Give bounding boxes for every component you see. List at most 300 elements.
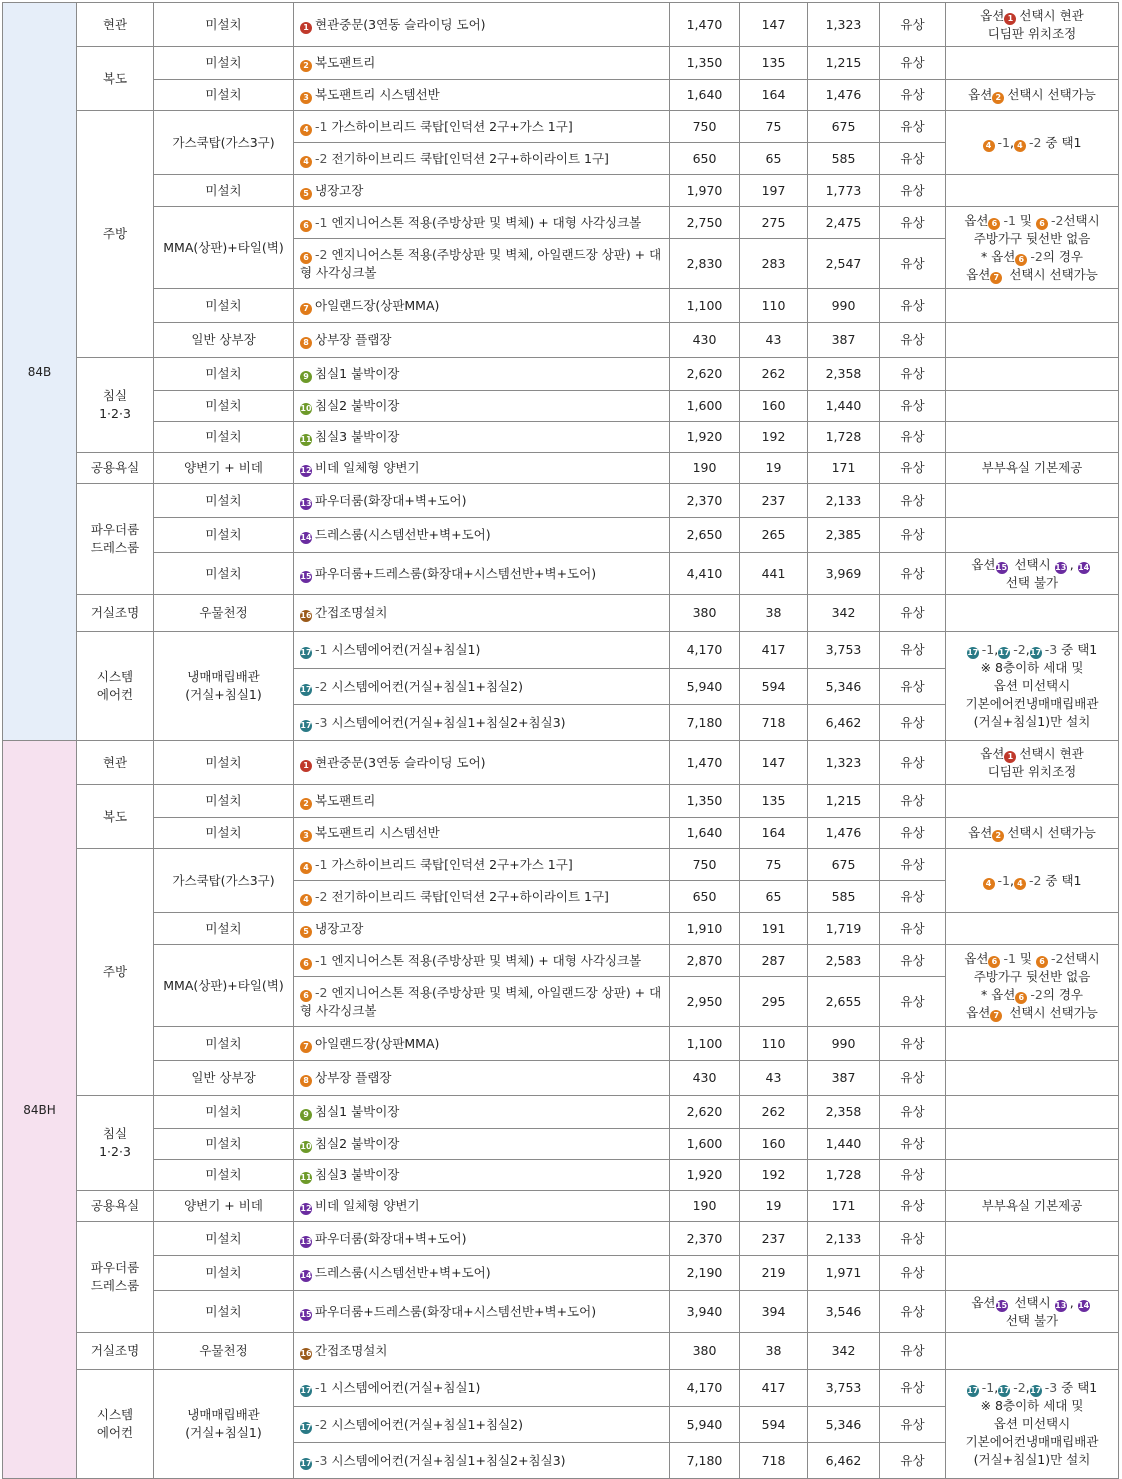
note-text: 기본에어컨냉매매립배관	[965, 696, 1099, 711]
option-number-badge: 15	[995, 1300, 1008, 1310]
option-item-cell	[294, 3, 670, 47]
note-text: 선택시	[1063, 212, 1100, 228]
option-item-name: 시스템에어컨(거실+침실1+침실2)	[331, 678, 523, 694]
supply-price-cell: 1,640	[670, 80, 740, 111]
option-number-badge: 11	[300, 435, 312, 444]
vat-cell: 192	[740, 422, 808, 453]
table-row	[3, 207, 1119, 239]
vat-cell: 265	[740, 518, 808, 553]
option-suffix: -3	[315, 714, 328, 730]
option-number-badge: 6	[1036, 218, 1048, 230]
supply-price-cell: 7,180	[670, 705, 740, 741]
option-suffix: -2	[315, 246, 328, 262]
option-number-badge: 10	[300, 404, 312, 413]
option-number-badge: 1	[1004, 13, 1016, 25]
option-item-name: 파우더룸(화장대+벽+도어)	[315, 1230, 467, 1246]
base-spec-cell: 미설치	[154, 422, 294, 453]
total-price-cell: 3,546	[808, 1291, 880, 1333]
base-spec-cell: 가스쿡탑(가스3구)	[154, 849, 294, 913]
supply-price-cell: 2,620	[670, 358, 740, 391]
vat-cell: 718	[740, 1443, 808, 1479]
option-item-name: 아일랜드장(상판MMA)	[315, 1035, 440, 1051]
space-cell: 주방	[77, 111, 154, 358]
status-cell: 유상	[880, 785, 946, 818]
option-item-cell	[294, 741, 670, 785]
option-item-name: 가스하이브리드 쿡탑[인덕션 2구+가스 1구]	[331, 118, 573, 134]
option-item-name: 시스템에어컨(거실+침실1)	[331, 1380, 481, 1395]
supply-price-cell: 2,620	[670, 1096, 740, 1129]
supply-price-cell: 750	[670, 111, 740, 143]
note-text: ,	[994, 1380, 999, 1395]
table-row	[3, 945, 1119, 977]
option-number-badge: 7	[300, 303, 312, 315]
vat-cell: 75	[740, 849, 808, 881]
vat-cell: 197	[740, 175, 808, 207]
option-item-cell	[294, 1191, 670, 1222]
note-cell	[946, 818, 1119, 849]
note-cell: 17 -1,17 -2,17 -3 중 택1 ※ 8층이하 세대 및 옵션 미선택시 기본에어컨냉매매립배관 (거실+침실1)만 설치	[946, 1370, 1119, 1479]
note-text: 옵션	[964, 950, 989, 966]
supply-price-cell: 2,750	[670, 207, 740, 239]
note-text: 선택시 현관	[1019, 745, 1084, 761]
vat-cell: 110	[740, 1027, 808, 1061]
total-price-cell: 1,476	[808, 818, 880, 849]
note-text: 옵션	[968, 825, 993, 840]
note-cell	[946, 1027, 1119, 1061]
option-item-name: 비데 일체형 양변기	[315, 1198, 420, 1213]
option-suffix: -1	[315, 952, 328, 968]
space-cell: 현관	[77, 741, 154, 785]
option-item-cell	[294, 47, 670, 80]
status-cell: 유상	[880, 111, 946, 143]
note-cell: 17 -1,17 -2,17 -3 중 택1 ※ 8층이하 세대 및 옵션 미선택시 기본에어컨냉매매립배관 (거실+침실1)만 설치	[946, 632, 1119, 741]
space-cell: 공용욕실	[77, 1191, 154, 1222]
option-item-cell	[294, 143, 670, 175]
supply-price-cell: 430	[670, 1061, 740, 1096]
table-row	[3, 484, 1119, 518]
supply-price-cell: 650	[670, 143, 740, 175]
option-item-name: 복도팬트리 시스템선반	[315, 825, 440, 840]
vat-cell: 38	[740, 1333, 808, 1370]
vat-cell: 160	[740, 391, 808, 422]
status-cell: 유상	[880, 818, 946, 849]
note-cell	[946, 553, 1119, 595]
supply-price-cell: 650	[670, 881, 740, 913]
option-item-cell	[294, 175, 670, 207]
table-row	[3, 80, 1119, 111]
note-text: ,	[1069, 1294, 1078, 1310]
note-text: 주방가구 뒷선반 없음	[973, 230, 1091, 246]
total-price-cell: 675	[808, 849, 880, 881]
option-number-badge: 4	[300, 894, 312, 906]
option-item-cell	[294, 323, 670, 358]
total-price-cell: 342	[808, 1333, 880, 1370]
note-text: 의 경우	[1042, 248, 1084, 264]
status-cell: 유상	[880, 1160, 946, 1191]
status-cell: 유상	[880, 977, 946, 1027]
option-item-name: 시스템에어컨(거실+침실1+침실2+침실3)	[331, 1452, 566, 1468]
option-number-badge: 17	[1030, 648, 1042, 657]
supply-price-cell: 1,640	[670, 818, 740, 849]
note-text: 선택시 선택가능	[1007, 87, 1096, 102]
option-item-cell	[294, 289, 670, 323]
supply-price-cell: 1,100	[670, 1027, 740, 1061]
option-suffix: -2	[315, 1416, 328, 1432]
table-row	[3, 1061, 1119, 1096]
option-item-cell	[294, 422, 670, 453]
option-number-badge: 15	[995, 562, 1008, 572]
space-cell: 시스템 에어컨	[77, 1370, 154, 1479]
option-number-badge: 13	[300, 1236, 312, 1246]
status-cell: 유상	[880, 484, 946, 518]
status-cell: 유상	[880, 1333, 946, 1370]
status-cell: 유상	[880, 80, 946, 111]
option-number-badge: 14	[1078, 1300, 1090, 1310]
option-number-badge: 14	[1078, 562, 1090, 572]
supply-price-cell: 2,650	[670, 518, 740, 553]
status-cell: 유상	[880, 1129, 946, 1160]
table-row	[3, 358, 1119, 391]
option-item-cell	[294, 1256, 670, 1291]
base-spec-cell: 미설치	[154, 1096, 294, 1129]
option-item-cell	[294, 913, 670, 945]
table-row	[3, 632, 1119, 669]
total-price-cell: 1,971	[808, 1256, 880, 1291]
option-number-badge: 6	[988, 956, 1000, 968]
total-price-cell: 171	[808, 453, 880, 484]
base-spec-cell: 양변기 + 비데	[154, 1191, 294, 1222]
note-cell	[946, 175, 1119, 207]
note-text: 옵션	[968, 87, 993, 102]
total-price-cell: 2,358	[808, 358, 880, 391]
option-number-badge: 17	[300, 1386, 312, 1395]
note-cell: 부부욕실 기본제공	[946, 453, 1119, 484]
status-cell: 유상	[880, 207, 946, 239]
vat-cell: 262	[740, 358, 808, 391]
status-cell: 유상	[880, 1061, 946, 1096]
status-cell: 유상	[880, 849, 946, 881]
note-text: ,	[1009, 872, 1014, 888]
base-spec-cell: 냉매매립배관 (거실+침실1)	[154, 632, 294, 741]
unit-type-cell: 84B	[3, 3, 77, 741]
space-cell: 침실 1·2·3	[77, 358, 154, 453]
option-item-name: 침실1 붙박이장	[315, 366, 400, 381]
total-price-cell: 387	[808, 323, 880, 358]
note-text: 선택시	[1014, 1294, 1051, 1310]
option-number-badge: 7	[300, 1041, 312, 1053]
vat-cell: 275	[740, 207, 808, 239]
option-item-name: 아일랜드장(상판MMA)	[315, 297, 440, 313]
base-spec-cell: 미설치	[154, 1222, 294, 1256]
status-cell: 유상	[880, 239, 946, 289]
table-row	[3, 453, 1119, 484]
total-price-cell: 2,655	[808, 977, 880, 1027]
total-price-cell: 1,773	[808, 175, 880, 207]
status-cell: 유상	[880, 553, 946, 595]
option-number-badge: 14	[300, 533, 312, 542]
option-item-cell	[294, 484, 670, 518]
note-text: 옵션	[971, 556, 996, 572]
option-number-badge: 2	[992, 830, 1004, 842]
note-text: 주방가구 뒷선반 없음	[973, 968, 1091, 984]
option-item-cell	[294, 1160, 670, 1191]
vat-cell: 19	[740, 453, 808, 484]
option-number-badge: 2	[300, 60, 312, 72]
option-number-badge: 6	[1015, 254, 1027, 266]
base-spec-cell: 미설치	[154, 518, 294, 553]
total-price-cell: 1,728	[808, 422, 880, 453]
vat-cell: 219	[740, 1256, 808, 1291]
table-row	[3, 1027, 1119, 1061]
option-number-badge: 10	[300, 1142, 312, 1151]
total-price-cell: 1,476	[808, 80, 880, 111]
option-item-cell	[294, 881, 670, 913]
base-spec-cell: 미설치	[154, 289, 294, 323]
note-text: 옵션	[964, 212, 989, 228]
total-price-cell: 5,346	[808, 669, 880, 705]
option-number-badge: 4	[300, 124, 312, 136]
base-spec-cell: 미설치	[154, 818, 294, 849]
total-price-cell: 1,323	[808, 741, 880, 785]
total-price-cell: 1,323	[808, 3, 880, 47]
option-item-cell	[294, 818, 670, 849]
total-price-cell: 2,583	[808, 945, 880, 977]
note-text: ※ 8층이하 세대 및	[980, 660, 1084, 675]
option-number-badge: 1	[300, 22, 312, 34]
vat-cell: 135	[740, 785, 808, 818]
vat-cell: 43	[740, 323, 808, 358]
vat-cell: 237	[740, 1222, 808, 1256]
option-number-badge: 17	[998, 648, 1010, 657]
base-spec-cell: MMA(상판)+타일(벽)	[154, 207, 294, 289]
note-cell	[946, 3, 1119, 47]
vat-cell: 75	[740, 111, 808, 143]
table-row	[3, 553, 1119, 595]
total-price-cell: 387	[808, 1061, 880, 1096]
option-number-badge: 11	[300, 1173, 312, 1182]
option-item-name: 간접조명설치	[315, 605, 388, 620]
status-cell: 유상	[880, 881, 946, 913]
supply-price-cell: 1,920	[670, 1160, 740, 1191]
status-cell: 유상	[880, 358, 946, 391]
table-row	[3, 1129, 1119, 1160]
supply-price-cell: 5,940	[670, 669, 740, 705]
vat-cell: 43	[740, 1061, 808, 1096]
status-cell: 유상	[880, 945, 946, 977]
note-cell	[946, 422, 1119, 453]
option-suffix: -1	[315, 1380, 328, 1395]
option-item-cell	[294, 553, 670, 595]
note-text: 중 택1	[1061, 1380, 1098, 1395]
vat-cell: 135	[740, 47, 808, 80]
note-cell	[946, 1256, 1119, 1291]
note-cell	[946, 785, 1119, 818]
vat-cell: 237	[740, 484, 808, 518]
total-price-cell: 5,346	[808, 1407, 880, 1443]
note-text: 및	[1019, 950, 1032, 966]
table-body	[3, 3, 1119, 1479]
option-number-badge: 8	[300, 337, 312, 349]
option-number-badge: 17	[300, 1422, 312, 1432]
note-text: 중 택1	[1045, 872, 1082, 888]
base-spec-cell: 미설치	[154, 741, 294, 785]
note-cell	[946, 1096, 1119, 1129]
status-cell: 유상	[880, 1256, 946, 1291]
supply-price-cell: 380	[670, 1333, 740, 1370]
table-row	[3, 1160, 1119, 1191]
note-text: 옵션	[971, 1294, 996, 1310]
base-spec-cell: 우물천정	[154, 595, 294, 632]
total-price-cell: 1,728	[808, 1160, 880, 1191]
option-number-badge: 12	[300, 1204, 312, 1213]
option-item-cell	[294, 1222, 670, 1256]
option-number-badge: 15	[300, 571, 312, 581]
supply-price-cell: 1,970	[670, 175, 740, 207]
note-text: 옵션	[966, 1004, 991, 1020]
option-suffix: -2	[315, 678, 328, 694]
base-spec-cell: 미설치	[154, 1129, 294, 1160]
total-price-cell: 2,475	[808, 207, 880, 239]
option-item-name: 침실2 붙박이장	[315, 398, 400, 413]
status-cell: 유상	[880, 1291, 946, 1333]
option-item-name: 엔지니어스톤 적용(주방상판 및 벽체) + 대형 사각싱크볼	[331, 952, 642, 968]
space-cell: 거실조명	[77, 595, 154, 632]
note-cell	[946, 913, 1119, 945]
base-spec-cell: 냉매매립배관 (거실+침실1)	[154, 1370, 294, 1479]
option-item-cell	[294, 518, 670, 553]
note-cell	[946, 323, 1119, 358]
table-row	[3, 818, 1119, 849]
note-text: 옵션	[980, 7, 1005, 23]
supply-price-cell: 2,190	[670, 1256, 740, 1291]
base-spec-cell: 미설치	[154, 80, 294, 111]
option-item-name: 드레스룸(시스템선반+벽+도어)	[315, 527, 491, 542]
vat-cell: 394	[740, 1291, 808, 1333]
option-number-badge: 2	[300, 798, 312, 810]
space-cell: 거실조명	[77, 1333, 154, 1370]
space-cell: 현관	[77, 3, 154, 47]
note-text: * 옵션	[980, 248, 1016, 264]
option-number-badge: 5	[300, 926, 312, 938]
base-spec-cell: 미설치	[154, 47, 294, 80]
note-cell	[946, 595, 1119, 632]
note-text: 옵션	[966, 266, 991, 282]
base-spec-cell: 미설치	[154, 484, 294, 518]
vat-cell: 65	[740, 881, 808, 913]
option-number-badge: 14	[300, 1271, 312, 1280]
status-cell: 유상	[880, 518, 946, 553]
note-text: 선택시 선택가능	[1009, 266, 1098, 282]
vat-cell: 147	[740, 3, 808, 47]
total-price-cell: 2,358	[808, 1096, 880, 1129]
supply-price-cell: 4,170	[670, 1370, 740, 1407]
unit-type-cell: 84BH	[3, 741, 77, 1479]
status-cell: 유상	[880, 741, 946, 785]
option-item-name: 침실3 붙박이장	[315, 1167, 400, 1182]
table-row	[3, 1191, 1119, 1222]
option-number-badge: 17	[967, 1386, 979, 1395]
status-cell: 유상	[880, 1443, 946, 1479]
option-item-cell	[294, 239, 670, 289]
option-number-badge: 1	[1004, 751, 1016, 763]
note-cell	[946, 358, 1119, 391]
option-number-badge: 16	[300, 1349, 312, 1358]
note-text: 옵션	[980, 745, 1005, 761]
supply-price-cell: 2,870	[670, 945, 740, 977]
note-text: ,	[994, 642, 999, 657]
supply-price-cell: 1,350	[670, 47, 740, 80]
table-row	[3, 111, 1119, 143]
option-suffix: -1	[315, 642, 328, 657]
option-item-cell	[294, 1096, 670, 1129]
option-item-cell	[294, 632, 670, 669]
total-price-cell: 2,385	[808, 518, 880, 553]
total-price-cell: 1,215	[808, 47, 880, 80]
table-row	[3, 1222, 1119, 1256]
option-item-name: 현관중문(3연동 슬라이딩 도어)	[315, 16, 486, 32]
note-cell	[946, 1160, 1119, 1191]
base-spec-cell: 미설치	[154, 553, 294, 595]
option-item-cell	[294, 1129, 670, 1160]
option-number-badge: 17	[300, 1458, 312, 1468]
note-cell	[946, 1291, 1119, 1333]
option-item-name: 간접조명설치	[315, 1343, 388, 1358]
status-cell: 유상	[880, 289, 946, 323]
note-text: 선택시	[1063, 950, 1100, 966]
base-spec-cell: 미설치	[154, 175, 294, 207]
note-text: ※ 8층이하 세대 및	[980, 1398, 1084, 1413]
option-number-badge: 7	[990, 1010, 1002, 1022]
note-cell	[946, 289, 1119, 323]
option-item-name: 냉장고장	[315, 182, 364, 198]
table-row	[3, 1370, 1119, 1407]
option-number-badge: 17	[300, 684, 312, 694]
total-price-cell: 3,969	[808, 553, 880, 595]
option-item-name: 시스템에어컨(거실+침실1)	[331, 642, 481, 657]
option-item-name: 복도팬트리	[315, 793, 376, 808]
total-price-cell: 990	[808, 1027, 880, 1061]
table-row	[3, 1096, 1119, 1129]
vat-cell: 147	[740, 741, 808, 785]
note-cell	[946, 1129, 1119, 1160]
option-item-cell	[294, 1333, 670, 1370]
option-item-name: 엔지니어스톤 적용(주방상판 및 벽체) + 대형 사각싱크볼	[331, 214, 642, 230]
status-cell: 유상	[880, 705, 946, 741]
status-cell: 유상	[880, 391, 946, 422]
note-cell	[946, 518, 1119, 553]
option-number-badge: 6	[300, 958, 312, 970]
option-item-name: 상부장 플랩장	[315, 1070, 392, 1085]
table-row	[3, 422, 1119, 453]
vat-cell: 191	[740, 913, 808, 945]
option-number-badge: 3	[300, 830, 312, 842]
base-spec-cell: 미설치	[154, 1256, 294, 1291]
note-text: 선택시 선택가능	[1009, 1004, 1098, 1020]
option-number-badge: 3	[300, 92, 312, 104]
vat-cell: 65	[740, 143, 808, 175]
supply-price-cell: 2,950	[670, 977, 740, 1027]
option-item-name: 파우더룸(화장대+벽+도어)	[315, 492, 467, 508]
note-text: 선택시 현관	[1019, 7, 1084, 23]
option-item-name: 전기하이브리드 쿡탑[인덕션 2구+하이라이트 1구]	[331, 888, 609, 904]
option-item-cell	[294, 849, 670, 881]
base-spec-cell: 미설치	[154, 1291, 294, 1333]
table-row	[3, 1291, 1119, 1333]
option-item-name: 현관중문(3연동 슬라이딩 도어)	[315, 754, 486, 770]
supply-price-cell: 2,370	[670, 484, 740, 518]
option-item-cell	[294, 207, 670, 239]
option-suffix: -1	[315, 856, 328, 872]
